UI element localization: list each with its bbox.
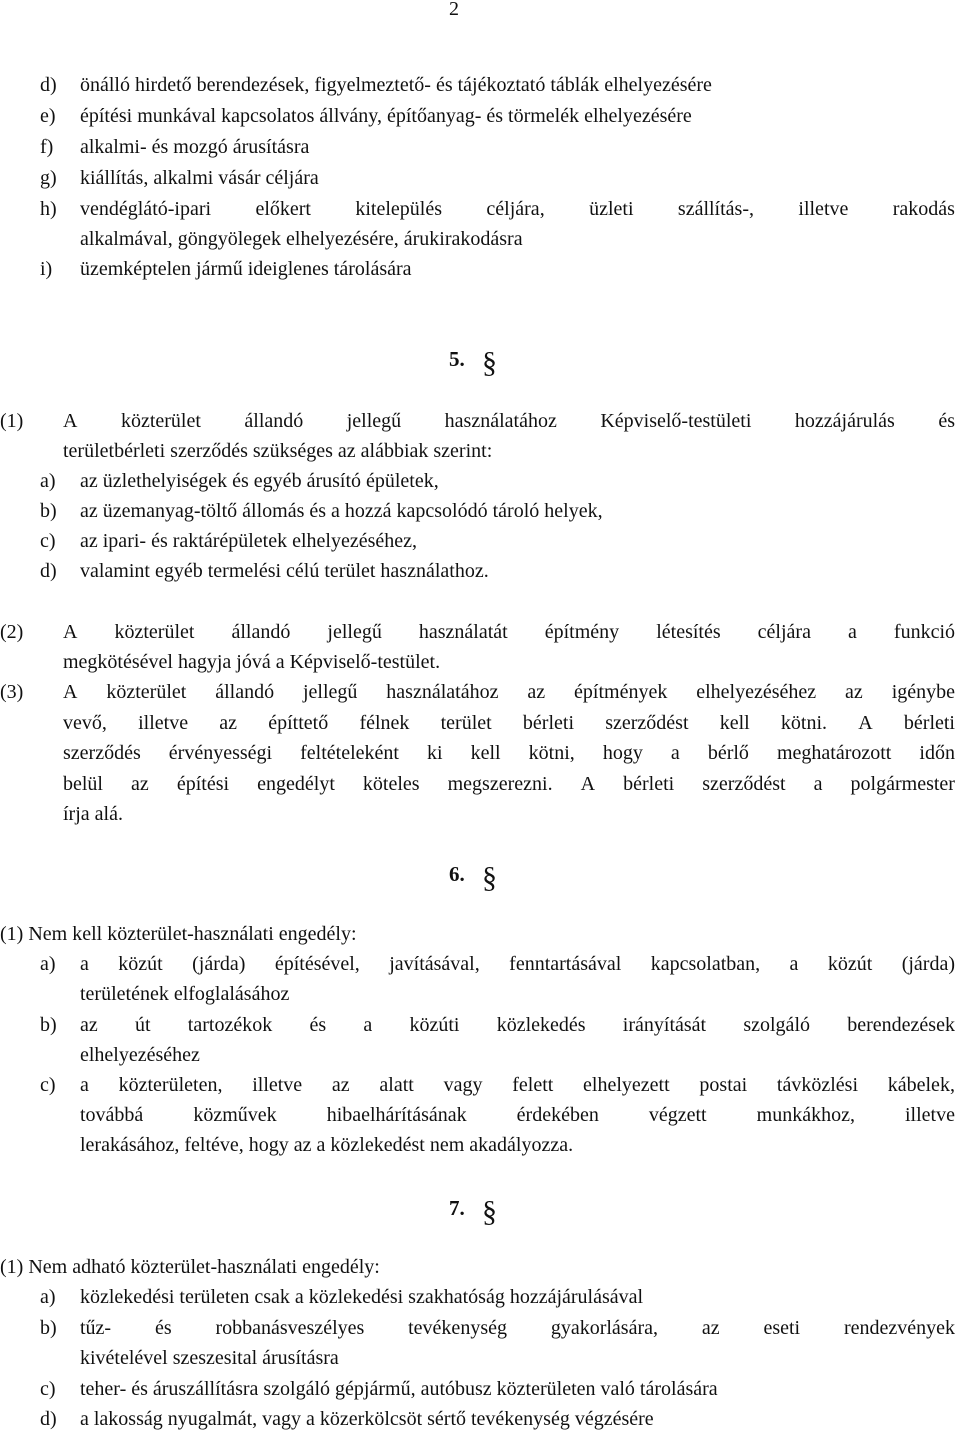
page-number: 2 [449, 0, 459, 20]
paragraph-line: belül az építési engedélyt köteles megszerezni. A bérleti szerződést a polgármester [63, 772, 955, 795]
list-item-line: a közterületen, illetve az alatt vagy felett elhelyezett postai távközlési kábelek, [80, 1074, 955, 1096]
section-6-heading-symbol: § [482, 861, 497, 894]
list-item-label: d) [40, 1408, 57, 1430]
list-item-label: a) [40, 1286, 56, 1308]
section-5-heading-symbol: § [482, 346, 497, 379]
list-item-line: üzemképtelen jármű ideiglenes tárolására [80, 258, 412, 280]
list-item-label: d) [40, 560, 57, 582]
list-item-line: a lakosság nyugalmát, vagy a közerkölcsöt sértő tevékenység végzésére [80, 1408, 654, 1430]
section-7-heading-symbol: § [482, 1195, 497, 1228]
list-item-label: b) [40, 1317, 57, 1339]
list-item-line: a közút (járda) építésével, javításával, fenntartásával kapcsolatban, a közút (járda) [80, 953, 955, 975]
list-item-label: c) [40, 1378, 56, 1400]
list-item: az ipari- és raktárépületek elhelyezéséhez, [80, 530, 418, 552]
list-item: az üzemanyag-töltő állomás és a hozzá kapcsolódó tároló helyek, [80, 500, 603, 522]
paragraph-label: (1) [0, 410, 24, 432]
paragraph-line: szerződés érvényességi feltételeként ki kell kötni, hogy a bérlő meghatározott időn [63, 742, 955, 764]
list-item-label: c) [40, 1074, 56, 1096]
paragraph-line: területbérleti szerződés szükséges az alábbiak szerint: [63, 440, 493, 462]
list-item-label: c) [40, 530, 56, 552]
list-item-label: d) [40, 74, 57, 96]
list-item-line: kiállítás, alkalmi vásár céljára [80, 167, 319, 189]
list-item-line: elhelyezéséhez [80, 1044, 200, 1066]
list-item-label: a) [40, 953, 56, 975]
paragraph-label: (3) [0, 681, 24, 703]
list-item-label: e) [40, 105, 56, 127]
paragraph-line: A közterület állandó jellegű használatát építmény létesítés céljára a funkció [63, 621, 955, 643]
paragraph-line: A közterület állandó jellegű használatához Képviselő-testületi hozzájárulás és [63, 410, 955, 432]
paragraph-label: (2) [0, 621, 24, 643]
list-item-label: a) [40, 470, 56, 492]
list-item: az üzlethelyiségek és egyéb árusító épületek, [80, 470, 439, 492]
list-item-line: területének elfoglalásához [80, 983, 290, 1005]
list-item-label: h) [40, 198, 57, 220]
section-5-heading-number: 5. [449, 347, 465, 371]
list-item-line: önálló hirdető berendezések, figyelmeztető- és tájékoztató táblák elhelyezésére [80, 74, 712, 96]
list-item-label: i) [40, 258, 53, 280]
list-item-label: g) [40, 167, 57, 189]
paragraph-intro: (1) Nem kell közterület-használati engedély: [0, 923, 357, 945]
paragraph-intro: (1) Nem adható közterület-használati engedély: [0, 1256, 380, 1278]
list-item-line: kivételével szeszesital árusításra [80, 1347, 339, 1369]
paragraph-line: A közterület állandó jellegű használatához az építmények elhelyezéséhez az igénybe [63, 681, 955, 703]
paragraph-line: írja alá. [63, 803, 123, 825]
section-6-heading-number: 6. [449, 862, 465, 886]
paragraph-line: vevő, illetve az építtető félnek terület bérleti szerződést kell kötni. A bérleti [63, 711, 955, 734]
list-item-label: b) [40, 1014, 57, 1036]
list-item-line: az út tartozékok és a közúti közlekedés irányítását szolgáló berendezések [80, 1014, 955, 1036]
list-item-line: továbbá közművek hibaelhárításának érdekében végzett munkákhoz, illetve [80, 1104, 955, 1126]
list-item-line: alkalmával, göngyölegek elhelyezésére, árukirakodásra [80, 228, 523, 250]
section-7-heading-number: 7. [449, 1196, 465, 1220]
list-item-line: tűz- és robbanásveszélyes tevékenység gyakorlására, az eseti rendezvények [80, 1317, 955, 1339]
list-item-line: építési munkával kapcsolatos állvány, építőanyag- és törmelék elhelyezésére [80, 105, 692, 127]
list-item-line: alkalmi- és mozgó árusításra [80, 136, 310, 158]
list-item-line: vendéglátó-ipari előkert kitelepülés céljára, üzleti szállítás-, illetve rakodás [80, 198, 955, 220]
list-item-label: f) [40, 136, 54, 158]
paragraph-line: megkötésével hagyja jóvá a Képviselő-testület. [63, 651, 441, 673]
list-item: valamint egyéb termelési célú terület használathoz. [80, 560, 489, 582]
list-item-line: lerakásához, feltéve, hogy az a közlekedést nem akadályozza. [80, 1134, 574, 1156]
list-item-line: közlekedési területen csak a közlekedési szakhatóság hozzájárulásával [80, 1286, 644, 1308]
list-item-label: b) [40, 500, 57, 522]
list-item-line: teher- és áruszállításra szolgáló gépjármű, autóbusz közterületen való tárolására [80, 1378, 718, 1400]
